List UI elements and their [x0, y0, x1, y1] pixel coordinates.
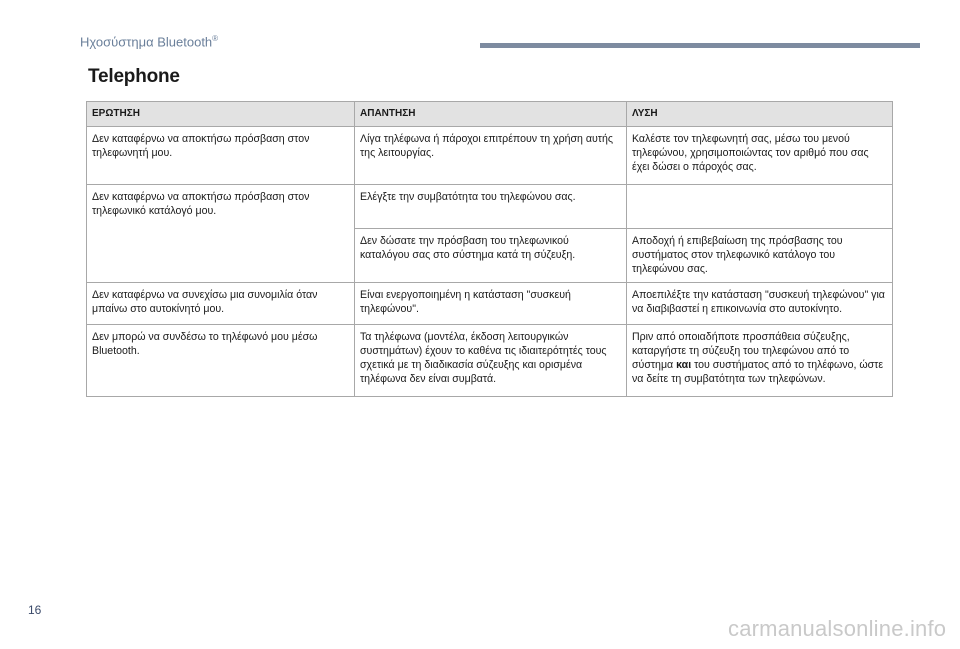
section-title [80, 34, 218, 49]
solution-emphasis: και [676, 359, 692, 371]
solution-text: Πριν από οποιαδήποτε προσπάθεια σύζευξης, καταργήστε τη σύζευξη του τηλεφώνου από το σύστημα [632, 331, 850, 371]
section-title-text: Ηχοσύστημα Bluetooth [80, 34, 213, 50]
watermark: carmanualsonline.info [728, 616, 947, 641]
solution-text: του συστήματος από το τηλέφωνο, ώστε να δείτε τη συμβατότητα των τηλεφώνων. [632, 359, 884, 385]
answer-cell: Ελέγξτε την συμβατότητα του τηλεφώνου σας. [355, 185, 627, 229]
question-cell: Δεν μπορώ να συνδέσω το τηλέφωνό μου μέσω Bluetooth. [87, 325, 355, 397]
column-header-answer: ΑΠΑΝΤΗΣΗ [355, 102, 627, 127]
table-header-row [87, 102, 893, 127]
solution-cell [627, 325, 893, 397]
table-row [87, 185, 893, 229]
question-cell: Δεν καταφέρνω να αποκτήσω πρόσβαση στον τηλεφωνικό κατάλογό μου. [87, 185, 355, 283]
table-row [87, 325, 893, 397]
question-cell: Δεν καταφέρνω να συνεχίσω μια συνομιλία όταν μπαίνω στο αυτοκίνητό μου. [87, 283, 355, 325]
registered-mark: ® [212, 34, 219, 43]
table-row [87, 283, 893, 325]
solution-cell [627, 185, 893, 229]
answer-cell: Είναι ενεργοποιημένη η κατάσταση "συσκευή τηλεφώνου". [355, 283, 627, 325]
answer-cell: Δεν δώσατε την πρόσβαση του τηλεφωνικού καταλόγου σας στο σύστημα κατά τη σύζευξη. [355, 229, 627, 283]
table-row [87, 127, 893, 185]
column-header-solution: ΛΥΣΗ [627, 102, 893, 127]
header-rule [480, 43, 920, 48]
faq-table [86, 101, 893, 397]
answer-cell: Τα τηλέφωνα (μοντέλα, έκδοση λειτουργικών συστημάτων) έχουν το καθένα τις ιδιαιτερότητές τους σχετικά με τη διαδικασία σύζευξης και ορισμένα τηλέφωνα δεν είναι συμβατά. [355, 325, 627, 397]
answer-cell: Λίγα τηλέφωνα ή πάροχοι επιτρέπουν τη χρήση αυτής της λειτουργίας. [355, 127, 627, 185]
page-number: 16 [28, 603, 42, 617]
solution-cell: Αποεπιλέξτε την κατάσταση "συσκευή τηλεφώνου" για να διαβιβαστεί η επικοινωνία στο αυτοκίνητο. [627, 283, 893, 325]
column-header-question: ΕΡΩΤΗΣΗ [87, 102, 355, 127]
page-heading: Telephone [88, 66, 180, 87]
solution-cell: Αποδοχή ή επιβεβαίωση της πρόσβασης του συστήματος στον τηλεφωνικό κατάλογο του τηλεφώνου σας. [627, 229, 893, 283]
question-cell: Δεν καταφέρνω να αποκτήσω πρόσβαση στον τηλεφωνητή μου. [87, 127, 355, 185]
solution-cell: Καλέστε τον τηλεφωνητή σας, μέσω του μενού τηλεφώνου, χρησιμοποιώντας τον αριθμό που σας έχει δώσει ο πάροχός σας. [627, 127, 893, 185]
